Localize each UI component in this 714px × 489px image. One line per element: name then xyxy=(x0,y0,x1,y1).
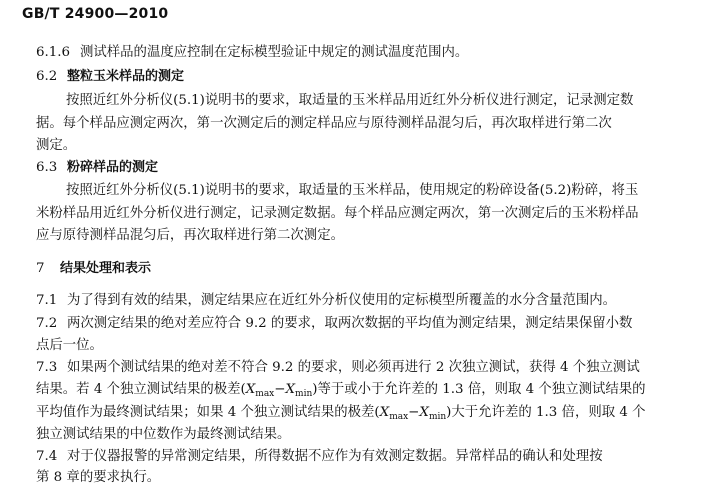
paragraph-line: 按照近红外分析仪(5.1)说明书的要求，取适量的玉米样品用近红外分析仪进行测定，记录测定数 xyxy=(66,93,634,108)
paragraph-line: 结果。若 4 个独立测试结果的极差$(X_{max}-X_{min})$等于或小于允许差的 1.3 倍，则取 4 个独立测试结果的 xyxy=(36,382,646,399)
paragraph-line: 米粉样品用近红外分析仪进行测定，记录测定数据。每个样品应测定两次，第一次测定后的玉米粉样品 xyxy=(36,206,639,221)
clause-7-4 xyxy=(36,448,696,466)
clause-number: 7.2 xyxy=(36,316,58,331)
chapter-title: 结果处理和表示 xyxy=(60,261,152,276)
clause-text: 测试样品的温度应控制在定标模型验证中规定的测试温度范围内。 xyxy=(80,45,469,60)
paragraph-line: 平均值作为最终测试结果；如果 4 个独立测试结果的极差$(X_{max}-X_{min})$大于允许差的 1.3 倍，则取 4 个 xyxy=(36,405,646,422)
clause-6-2-heading xyxy=(36,68,696,86)
paragraph-line: 按照近红外分析仪(5.1)说明书的要求，取适量的玉米样品，使用规定的粉碎设备(5.2)粉碎，将玉 xyxy=(66,183,639,198)
chapter-7-heading xyxy=(36,260,696,278)
clause-number: 7.3 xyxy=(36,360,58,375)
clause-text: 对于仪器报警的异常测定结果，所得数据不应作为有效测定数据。异常样品的确认和处理按 xyxy=(67,449,603,464)
paragraph-line: 据。每个样品应测定两次，第一次测定后的测定样品应与原待测样品混匀后，再次取样进行第二次 xyxy=(36,116,612,131)
clause-6-3-heading xyxy=(36,159,696,177)
clause-7-1 xyxy=(36,292,696,310)
clause-number: 6.3 xyxy=(36,160,58,175)
clause-number: 6.2 xyxy=(36,69,58,84)
clause-text: 为了得到有效的结果，测定结果应在近红外分析仪使用的定标模型所覆盖的水分含量范围内。 xyxy=(67,293,617,308)
paragraph-line: 第 8 章的要求执行。 xyxy=(36,470,161,485)
paragraph-line: 应与原待测样品混匀后，再次取样进行第二次测定。 xyxy=(36,228,344,243)
clause-7-2 xyxy=(36,315,696,333)
clause-7-3 xyxy=(36,359,696,377)
range-formula: $X_{max}-X_{min}$ xyxy=(245,382,313,399)
clause-text: 两次测定结果的绝对差应符合 9.2 的要求，取两次数据的平均值为测定结果，测定结果保留小数 xyxy=(67,316,633,331)
range-formula: $X_{max}-X_{min}$ xyxy=(379,405,447,422)
paragraph-line: 测定。 xyxy=(36,138,77,153)
standard-number-header: GB/T 24900—2010 xyxy=(22,6,169,22)
clause-6-1-6 xyxy=(36,44,696,62)
clause-title: 粉碎样品的测定 xyxy=(67,160,159,175)
chapter-number: 7 xyxy=(36,261,45,276)
paragraph-line: 点后一位。 xyxy=(36,338,103,353)
paragraph-line: 独立测试结果的中位数作为最终测试结果。 xyxy=(36,427,291,442)
clause-number: 7.4 xyxy=(36,449,58,464)
clause-title: 整粒玉米样品的测定 xyxy=(67,69,185,84)
clause-text: 如果两个测试结果的绝对差不符合 9.2 的要求，则必须再进行 2 次独立测试，获得 4 个独立测试 xyxy=(67,360,640,375)
clause-number: 7.1 xyxy=(36,293,58,308)
clause-number: 6.1.6 xyxy=(36,45,71,60)
